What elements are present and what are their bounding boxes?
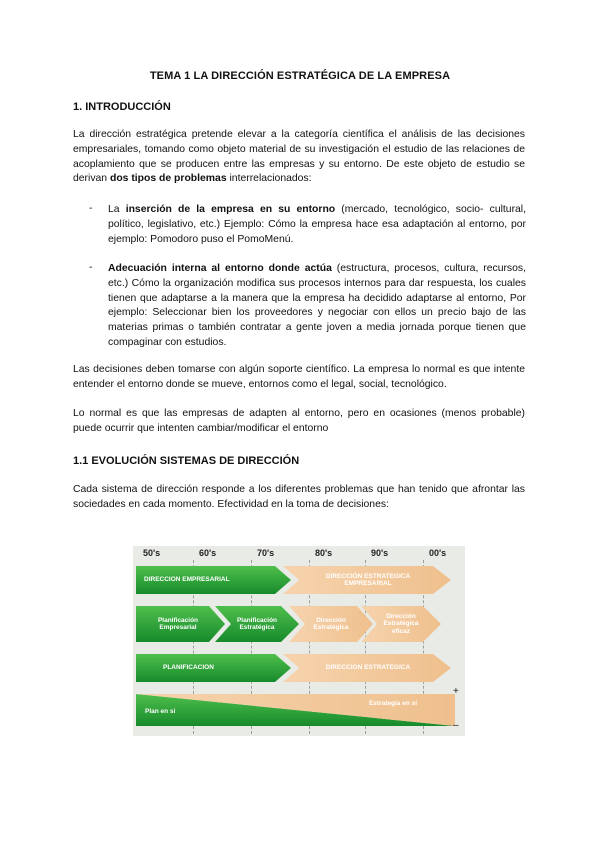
bullet-dash: - — [89, 262, 93, 273]
bullet1-text: (mercado, tecnológico, socio- cultural, político, legislativo, etc.) Ejemplo: Cómo la empresa hace esa adaptación al entorno, por ejemplo: Pomodoro puso el PomoMenú. — [108, 204, 527, 245]
label-planificacion-estrategica: Planificación Estratégica — [236, 616, 278, 631]
label-direccion-estrategica: Dirección Estratégica — [313, 616, 349, 631]
decade-label: 70's — [257, 548, 275, 558]
section-heading-evolucion: 1.1 EVOLUCIÓN SISTEMAS DE DIRECCIÓN — [73, 455, 300, 467]
bullet-adecuacion — [108, 262, 526, 351]
decade-label: 60's — [199, 548, 217, 558]
bullet1-prefix: La — [108, 204, 126, 215]
paragraph-adaptacion: Lo normal es que las empresas de adapten al entorno, pero en ocasiones (menos probable) puede ocurrir que intenten cambiar/modificar el entorno — [73, 408, 525, 434]
plus-sign: + — [453, 686, 459, 697]
label-direccion-empresarial: DIRECCION EMPRESARIAL — [144, 576, 230, 584]
label-direccion-estrategica-empresarial: DIRECCIÓN ESTRATEGICA EMPRESARIAL — [325, 572, 411, 587]
paragraph-decisiones: Las decisiones deben tomarse con algún soporte científico. La empresa lo normal es que intente entender el entorno donde se mueve, entornos como el legal, social, tecnológico. — [73, 364, 525, 390]
section-heading-introduccion: 1. INTRODUCCIÓN — [73, 101, 171, 113]
label-direccion-estrategica-row3: DIRECCION ESTRATEGICA — [325, 664, 411, 672]
bullet1-bold: inserción de la empresa en su entorno — [125, 204, 336, 215]
page-title: TEMA 1 LA DIRECCIÓN ESTRATÉGICA DE LA EMPRESA — [149, 70, 451, 82]
decade-label: 80's — [315, 548, 333, 558]
decade-label: 00's — [429, 548, 447, 558]
intro-bold-text: dos tipos de problemas — [109, 173, 227, 185]
bullet-dash: - — [89, 203, 93, 214]
label-estrategia-en-si: Estrategia en sí — [368, 700, 418, 708]
paragraph-sistemas: Cada sistema de dirección responde a los diferentes problemas que han tenido que afrontar las sociedades en cada momento. Efectividad en la toma de decisiones: — [73, 484, 525, 510]
intro-text-2: interrelacionados: — [226, 173, 312, 185]
label-planificacion-empresarial: Planificación Empresarial — [157, 616, 199, 631]
evolution-diagram — [133, 546, 465, 736]
decade-label: 50's — [143, 548, 161, 558]
intro-paragraph — [73, 128, 525, 187]
bullet-insercion — [108, 203, 526, 247]
label-planificacion: PLANIFICACION — [163, 664, 214, 672]
bullet2-bold: Adecuación interna al entorno donde actúa — [108, 263, 332, 274]
label-direccion-estrategica-eficaz: Dirección Estratégica eficaz — [383, 612, 419, 635]
bullet2-text: (estructura, procesos, cultura, recursos, etc.) Cómo la organización modifica sus procesos internos para dar respuesta, los cuales tienen que adaptarse a la manera que la empresa ha decidido adaptarse al entorno, Por ejemplo: Seleccionar bien los proveedores y negociar con ellos un precio bajo de las materias primas o también contratar a gente joven a media jornada porque tienen que compaginar con estudios. — [108, 263, 526, 348]
intro-text-1: La dirección estratégica pretende elevar a la categoría científica el análisis de las decisiones empresariales, tomando como objeto material de su investigación el estudio de las relaciones de acoplamiento que se producen entre las empresas y su entorno. De este objeto de estudio se derivan — [73, 129, 525, 185]
minus-sign: – — [453, 720, 459, 731]
label-plan-en-si: Plan en sí — [145, 708, 176, 716]
decade-label: 90's — [371, 548, 389, 558]
